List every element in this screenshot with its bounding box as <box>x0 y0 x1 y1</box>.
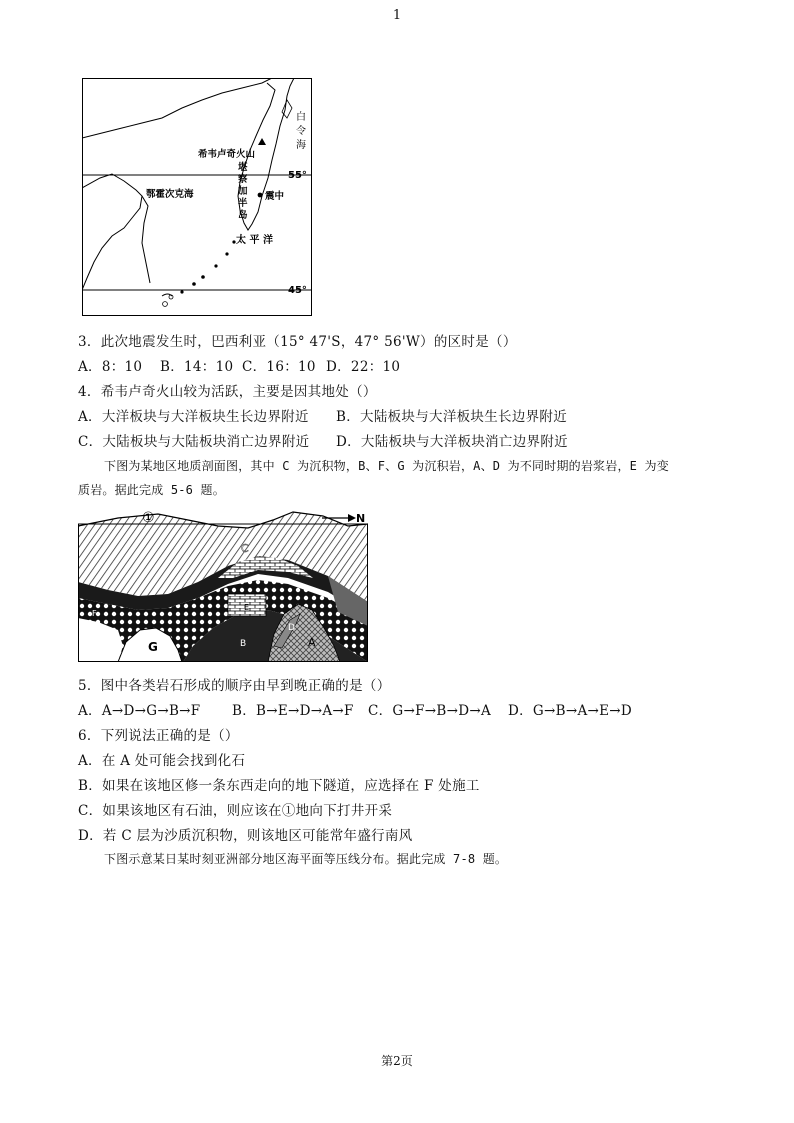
peninsula-label-4: 半 <box>238 198 248 209</box>
north-label: N <box>356 512 366 525</box>
okhotsk-sea-label: 鄂霍次克海 <box>146 189 194 200</box>
epicenter-marker <box>258 193 263 198</box>
q3-options <box>78 355 400 375</box>
q3-option-b: B．14：10 <box>160 359 234 375</box>
geologic-section-figure <box>78 506 368 662</box>
layer-d-label: D <box>288 623 295 633</box>
peninsula-label-5: 岛 <box>238 210 248 221</box>
peninsula-label-2: 察 <box>238 174 248 185</box>
layer-b-label: B <box>240 639 247 649</box>
q3-stem: 3．此次地震发生时，巴西利亚（15° 47'S，47° 56'W）的区时是（） <box>78 334 517 350</box>
page-number-top: 1 <box>392 8 402 23</box>
q4-stem: 4．希韦卢奇火山较为活跃，主要是因其地处（） <box>78 384 377 400</box>
layer-a-label: A <box>308 636 316 649</box>
q3-option-d: D．22：10 <box>326 359 401 375</box>
bering-sea-label-1: 白 <box>296 112 306 123</box>
q3-option-c: C．16：10 <box>242 359 316 375</box>
site-1-label: ① <box>142 510 155 526</box>
q5-option-a: A．A→D→G→B→F <box>78 703 201 719</box>
peninsula-label-3: 加 <box>238 186 248 197</box>
q5-stem: 5．图中各类岩石形成的顺序由早到晚正确的是（） <box>78 678 391 694</box>
layer-e-label: E <box>244 603 250 612</box>
kamchatka-map <box>82 78 312 316</box>
intro-5-6-line1: 下图为某地区地质剖面图，其中 C 为沉积物，B、F、G 为沉积岩，A、D 为不同时期的岩浆岩，E 为变 <box>104 459 669 473</box>
q5-option-d: D．G→B→A→E→D <box>508 703 633 719</box>
pacific-label: 太 平 洋 <box>236 235 273 246</box>
lat-45-label: 45° <box>288 285 307 296</box>
q6-option-b: B．如果在该地区修一条东西走向的地下隧道，应选择在 F 处施工 <box>78 778 480 794</box>
q6-option-a: A．在 A 处可能会找到化石 <box>78 753 246 769</box>
layer-f-label: F <box>92 609 97 618</box>
layer-c-label: C <box>241 542 249 555</box>
q6-stem: 6．下列说法正确的是（） <box>78 728 239 744</box>
volcano-label: 希韦卢奇火山 <box>198 149 256 160</box>
q3-option-a: A．8：10 <box>78 359 143 375</box>
bering-sea-label-2: 令 <box>296 126 306 137</box>
epicenter-label: 震中 <box>265 191 285 202</box>
intro-7-8: 下图示意某日某时刻亚洲部分地区海平面等压线分布。据此完成 7-8 题。 <box>104 852 508 866</box>
bering-sea-label-3: 海 <box>296 140 306 151</box>
q6-option-d: D．若 C 层为沙质沉积物，则该地区可能常年盛行南风 <box>78 828 413 844</box>
layer-g-label: G <box>148 640 158 654</box>
q4-option-a: A．大洋板块与大洋板块生长边界附近 <box>78 409 309 425</box>
q5-options <box>78 699 632 719</box>
peninsula-label-1: 堪 <box>238 162 248 173</box>
q4-options-row2 <box>78 430 568 450</box>
intro-5-6-line2: 质岩。据此完成 5-6 题。 <box>78 483 225 497</box>
q5-option-c: C．G→F→B→D→A <box>368 703 492 719</box>
q4-option-d: D．大陆板块与大洋板块消亡边界附近 <box>336 434 568 450</box>
q4-option-c: C．大陆板块与大陆板块消亡边界附近 <box>78 434 310 450</box>
lat-55-label: 55° <box>288 170 307 181</box>
q4-option-b: B．大陆板块与大洋板块生长边界附近 <box>336 409 568 425</box>
q5-option-b: B．B→E→D→A→F <box>232 703 354 719</box>
q4-options-row1 <box>78 405 567 425</box>
page-footer: 第2页 <box>381 1054 413 1068</box>
q6-option-c: C．如果该地区有石油，则应该在①地向下打井开采 <box>78 803 393 819</box>
